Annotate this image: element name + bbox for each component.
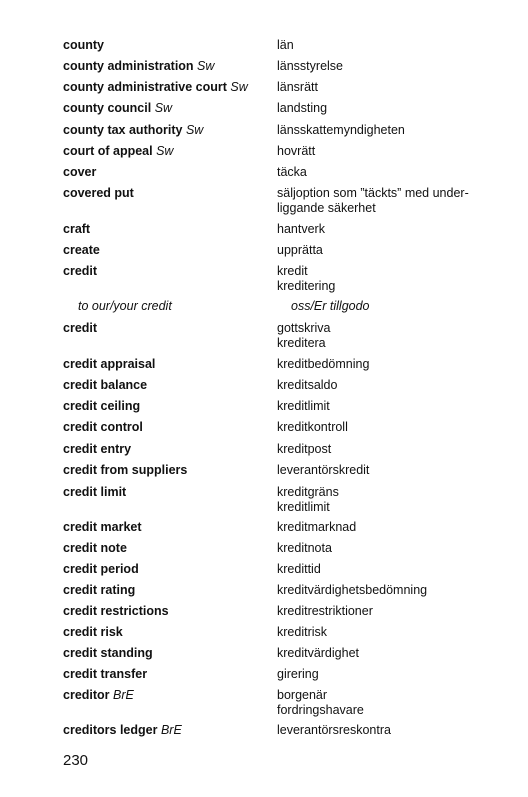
translation-line: leverantörsreskontra	[277, 723, 391, 737]
region-tag: Sw	[156, 144, 174, 158]
entry-translation	[277, 38, 517, 53]
region-tag: Sw	[185, 123, 204, 137]
entry-translation	[277, 101, 517, 116]
entry-term-text: cover	[63, 165, 97, 179]
translation-line: kreditgräns	[277, 485, 339, 499]
entry-term-text: court of appeal	[63, 144, 157, 158]
entry-translation	[277, 723, 517, 738]
translation-line: gottskriva	[277, 321, 331, 335]
translation-line: fordringshavare	[277, 702, 364, 717]
translation-line: girering	[277, 667, 319, 681]
entry-term	[63, 520, 273, 535]
translation-line: kreditnota	[277, 541, 332, 555]
entry-term	[63, 625, 273, 640]
entry-translation	[277, 321, 517, 350]
entry-translation	[277, 264, 517, 293]
region-tag: BrE	[160, 723, 182, 737]
entry-term-text: credit ceiling	[63, 399, 141, 413]
translation-line: landsting	[277, 101, 328, 115]
entry-translation	[277, 667, 517, 682]
entry-term-text: county tax authority	[63, 123, 186, 137]
entry-term	[63, 541, 273, 556]
region-tag: Sw	[197, 59, 215, 73]
entry-term	[63, 243, 273, 258]
entry-term-text: credit	[63, 264, 98, 278]
translation-line: länsstyrelse	[277, 59, 343, 73]
translation-line: kreditsaldo	[277, 378, 338, 392]
entry-term	[63, 723, 273, 738]
region-tag: BrE	[113, 688, 134, 702]
translation-line: länsskattemyndigheten	[277, 123, 405, 137]
entry-translation	[277, 165, 517, 180]
entry-term	[63, 80, 273, 95]
entry-term	[63, 485, 273, 500]
translation-line: kreditpost	[277, 442, 332, 456]
entry-term-text: credit from suppliers	[63, 463, 188, 477]
translation-line: kredittid	[277, 562, 321, 576]
entry-term-text: creditor	[63, 688, 114, 702]
entry-term-text: county	[63, 38, 104, 52]
entry-term-text: credit market	[63, 520, 142, 534]
translation-line: kreditvärdighetsbedömning	[277, 583, 428, 597]
translation-line: oss/Er tillgodo	[291, 299, 370, 313]
translation-line: kreditkontroll	[277, 420, 348, 434]
entry-translation	[277, 646, 517, 661]
entry-term	[63, 604, 273, 619]
entry-term-text: creditors ledger	[63, 723, 161, 737]
entry-term-text: county council	[63, 101, 155, 115]
entry-term	[63, 667, 273, 682]
translation-line: kreditvärdighet	[277, 646, 359, 660]
entry-term	[63, 399, 273, 414]
entry-translation	[277, 541, 517, 556]
entry-translation	[277, 378, 517, 393]
translation-line: täcka	[277, 165, 307, 179]
entry-translation	[277, 420, 517, 435]
entry-translation	[277, 399, 517, 414]
translation-line: hovrätt	[277, 144, 316, 158]
entry-term-text: credit limit	[63, 485, 127, 499]
translation-line: kreditrestriktioner	[277, 604, 373, 618]
entry-translation	[277, 688, 517, 717]
entry-term	[63, 321, 273, 336]
entry-translation	[277, 59, 517, 74]
entry-term-text: to our/your credit	[78, 299, 172, 313]
entry-term-text: credit control	[63, 420, 143, 434]
entry-term	[63, 144, 273, 159]
entry-term	[63, 357, 273, 372]
translation-line: leverantörskredit	[277, 463, 370, 477]
translation-line: län	[277, 38, 294, 52]
entry-term-text: credit note	[63, 541, 127, 555]
entry-translation	[277, 144, 517, 159]
translation-line: kreditrisk	[277, 625, 328, 639]
entry-translation	[277, 186, 517, 215]
entry-term	[63, 38, 273, 53]
entry-translation	[277, 520, 517, 535]
entry-term	[63, 583, 273, 598]
entry-term	[63, 562, 273, 577]
entry-term-text: credit transfer	[63, 667, 148, 681]
translation-line: säljoption som ”täckts” med under-	[277, 186, 469, 200]
entry-term-text: create	[63, 243, 100, 257]
entry-term-text: covered put	[63, 186, 134, 200]
entry-translation	[277, 562, 517, 577]
translation-line: kreditbedömning	[277, 357, 370, 371]
entry-translation	[277, 80, 517, 95]
entry-term	[63, 165, 273, 180]
entry-term	[63, 123, 273, 138]
entry-term	[63, 101, 273, 116]
entry-term-text: county administration	[63, 59, 198, 73]
translation-line: hantverk	[277, 222, 325, 236]
page-number: 230	[63, 752, 89, 769]
entry-term-text: credit appraisal	[63, 357, 156, 371]
entry-term	[63, 646, 273, 661]
entry-term	[63, 420, 273, 435]
region-tag: Sw	[154, 101, 173, 115]
translation-line: borgenär	[277, 688, 328, 702]
translation-line: kreditera	[277, 335, 326, 350]
entry-term-text: credit balance	[63, 378, 148, 392]
entry-term-text: credit	[63, 321, 98, 335]
entry-term-text: credit entry	[63, 442, 132, 456]
entry-term-text: credit risk	[63, 625, 123, 639]
entry-term-text: county administrative court	[63, 80, 231, 94]
entry-term	[63, 463, 273, 478]
entry-translation	[277, 442, 517, 457]
entry-translation	[277, 583, 517, 598]
translation-line: kreditlimit	[277, 399, 330, 413]
entry-term	[78, 299, 288, 314]
translation-line: kreditering	[277, 278, 336, 293]
entry-term	[63, 378, 273, 393]
entry-translation	[277, 485, 517, 514]
entry-translation	[277, 625, 517, 640]
translation-line: kredit	[277, 264, 308, 278]
entry-translation	[277, 604, 517, 619]
translation-line: kreditlimit	[277, 499, 330, 514]
entry-term-text: craft	[63, 222, 91, 236]
entry-term	[63, 59, 273, 74]
entry-translation	[277, 222, 517, 237]
translation-line: liggande säkerhet	[277, 200, 376, 215]
entry-term	[63, 186, 273, 201]
translation-line: upprätta	[277, 243, 323, 257]
entry-term	[63, 222, 273, 237]
entry-translation	[291, 299, 528, 314]
entry-term-text: credit period	[63, 562, 139, 576]
entry-translation	[277, 463, 517, 478]
entry-translation	[277, 357, 517, 372]
region-tag: Sw	[230, 80, 248, 94]
entry-translation	[277, 123, 517, 138]
entry-term-text: credit rating	[63, 583, 136, 597]
entry-translation	[277, 243, 517, 258]
entry-term	[63, 688, 273, 703]
translation-line: länsrätt	[277, 80, 318, 94]
entry-term-text: credit restrictions	[63, 604, 169, 618]
entry-term-text: credit standing	[63, 646, 153, 660]
entry-term	[63, 442, 273, 457]
entry-term	[63, 264, 273, 279]
translation-line: kreditmarknad	[277, 520, 357, 534]
